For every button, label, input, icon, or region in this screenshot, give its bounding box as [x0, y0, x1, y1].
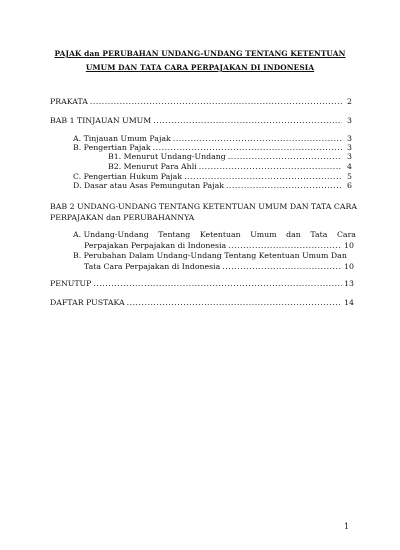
toc-entry-bab2-b-line-2[interactable]	[84, 262, 352, 272]
toc-label: D. Dasar atau Asas Pemungutan Pajak	[73, 181, 224, 190]
toc-label: BAB 1 TINJAUAN UMUM	[50, 116, 152, 125]
toc-page: 14	[344, 298, 354, 307]
toc-leader	[222, 262, 342, 272]
toc-word: Ketentuan	[199, 230, 241, 239]
toc-label: B2. Menurut Para Ahli	[108, 162, 197, 171]
toc-bab2-heading-line-1[interactable]: BAB 2 UNDANG-UNDANG TENTANG KETENTUAN UMUM DAN TATA CARA	[50, 202, 357, 211]
toc-label: PRAKATA	[50, 97, 88, 106]
toc-page: 10	[344, 262, 354, 271]
toc-page: 2	[347, 97, 352, 106]
toc-leader	[90, 97, 342, 107]
page-number: 1	[344, 522, 350, 531]
toc-label: Tata Cara Perpajakan di Indonesia	[84, 262, 221, 271]
toc-word: Tata	[310, 230, 328, 239]
toc-label: A. Tinjauan Umum Pajak	[73, 134, 171, 143]
toc-entry-bab2-a-line-2[interactable]	[84, 241, 352, 251]
toc-leader	[93, 279, 342, 289]
toc-leader	[226, 181, 342, 191]
toc-label: PENUTUP	[50, 279, 92, 288]
toc-entry-bab1[interactable]	[50, 116, 352, 126]
toc-word: Tentang	[158, 230, 191, 239]
toc-leader	[228, 241, 342, 251]
toc-page: 6	[347, 181, 352, 190]
toc-label: C. Pengertian Hukum Pajak	[73, 172, 183, 181]
toc-page: 3	[347, 116, 352, 125]
toc-word: Umum	[250, 230, 277, 239]
toc-entry-daftar-pustaka[interactable]	[50, 298, 352, 308]
toc-page: 3	[347, 134, 352, 143]
toc-entry-penutup[interactable]	[50, 279, 352, 289]
toc-label: B. Pengertian Pajak	[73, 143, 151, 152]
toc-entry-bab2-a-line-1[interactable]	[73, 230, 356, 240]
toc-page: 13	[344, 279, 354, 288]
toc-word: Cara	[336, 230, 356, 239]
toc-label: DAFTAR PUSTAKA	[50, 298, 125, 307]
toc-entry-prakata[interactable]	[50, 97, 352, 107]
document-title-line-2: UMUM DAN TATA CARA PERPAJAKAN DI INDONESIA	[85, 63, 315, 72]
toc-entry-d[interactable]	[73, 181, 352, 191]
toc-leader	[153, 116, 342, 126]
toc-page: 3	[347, 152, 352, 161]
toc-page: 4	[347, 162, 352, 171]
toc-leader	[228, 152, 342, 162]
toc-page: 5	[347, 172, 352, 181]
toc-page: 3	[347, 143, 352, 152]
toc-bab2-heading-line-2[interactable]: PERPAJAKAN dan PERUBAHANNYA	[50, 213, 195, 222]
toc-leader	[199, 162, 342, 172]
toc-word: A. Undang-Undang	[73, 230, 149, 239]
toc-label: B1. Menurut Undang-Undang	[108, 152, 226, 161]
toc-label: Perpajakan Perpajakan di Indonesia	[84, 241, 227, 250]
toc-page: 10	[344, 241, 354, 250]
toc-entry-bab2-b-line-1[interactable]: B. Perubahan Dalam Undang-Undang Tentang Ketentuan Umum Dan	[73, 251, 347, 260]
toc-word: dan	[286, 230, 301, 239]
toc-entry-b1[interactable]	[108, 152, 352, 162]
toc-leader	[127, 298, 342, 308]
toc-entry-b2[interactable]	[108, 162, 352, 172]
document-title-line-1: PAJAK dan PERUBAHAN UNDANG-UNDANG TENTANG KETENTUAN	[54, 49, 346, 58]
